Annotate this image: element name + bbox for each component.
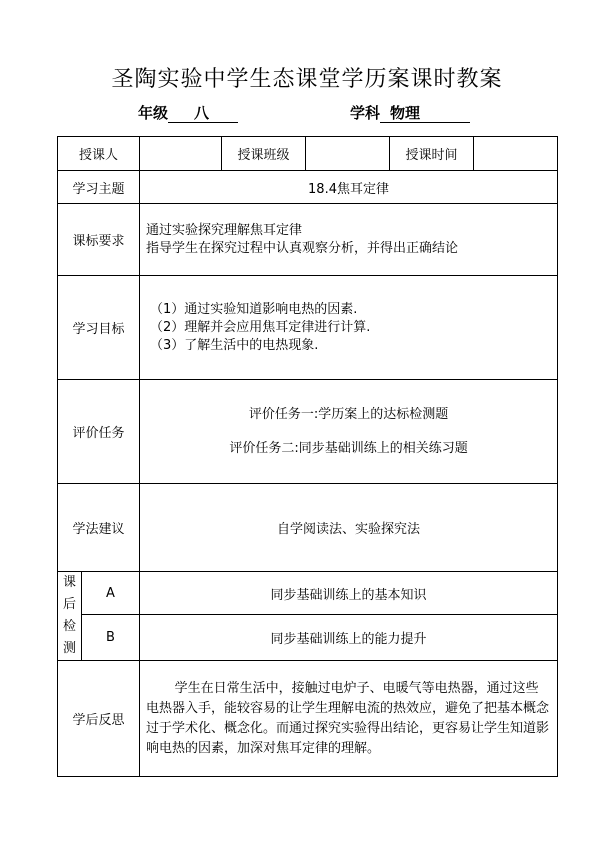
goals-label: 学习目标 [58, 276, 140, 380]
after-class-key-b: B [82, 615, 140, 661]
reflection-row [58, 661, 558, 777]
topic-row [58, 171, 558, 204]
reflection-text: 学生在日常生活中，接触过电炉子、电暖气等电热器，通过这些电热器入手，能较容易的让学生理解电流的热效应，避免了把基本概念过于学术化、概念化。而通过探究实验得出结论，更容易让学生知道影响电热的因素，加深对焦耳定律的理解。 [140, 661, 558, 777]
standards-row [58, 204, 558, 276]
goal-item: （1）通过实验知道影响电热的因素. [150, 301, 358, 317]
time-label: 授课时间 [390, 137, 474, 171]
evaluation-content [140, 380, 558, 484]
after-class-value-a: 同步基础训练上的基本知识 [140, 572, 558, 615]
teacher-label: 授课人 [58, 137, 140, 171]
after-class-row-b [58, 615, 558, 661]
teacher-value [140, 137, 222, 171]
evaluation-label: 评价任务 [58, 380, 140, 484]
standards-label: 课标要求 [58, 204, 140, 276]
after-class-label: 课 后 检 测 [58, 572, 82, 661]
grade-value: 八 [168, 104, 238, 123]
evaluation-row [58, 380, 558, 484]
goal-item: （2）理解并会应用焦耳定律进行计算. [150, 319, 371, 335]
goals-row [58, 276, 558, 380]
after-class-value-b: 同步基础训练上的能力提升 [140, 615, 558, 661]
topic-label: 学习主题 [58, 171, 140, 204]
reflection-label: 学后反思 [58, 661, 140, 777]
class-value [306, 137, 390, 171]
class-label: 授课班级 [222, 137, 306, 171]
subject-line [350, 102, 470, 123]
time-value [474, 137, 558, 171]
evaluation-task-2: 评价任务二:同步基础训练上的相关练习题 [229, 440, 468, 456]
methods-label: 学法建议 [58, 484, 140, 572]
goal-item: （3）了解生活中的电热现象. [150, 337, 319, 353]
teacher-row [58, 137, 558, 171]
after-class-key-a: A [82, 572, 140, 615]
lesson-plan-table [57, 136, 558, 777]
methods-row [58, 484, 558, 572]
subject-value: 物理 [380, 104, 470, 123]
goals-content [140, 276, 558, 380]
methods-value: 自学阅读法、实验探究法 [140, 484, 558, 572]
page-title: 圣陶实验中学生态课堂学历案课时教案 [111, 67, 503, 92]
grade-label: 年级 [138, 104, 169, 122]
standards-content [140, 204, 558, 276]
subject-label: 学科 [350, 104, 381, 122]
standards-line: 通过实验探究理解焦耳定律 [146, 222, 303, 238]
after-class-row-a [58, 572, 558, 615]
grade-line [138, 102, 238, 123]
topic-value: 18.4焦耳定律 [140, 171, 558, 204]
standards-line: 指导学生在探究过程中认真观察分析，并得出正确结论 [146, 240, 459, 256]
evaluation-task-1: 评价任务一:学历案上的达标检测题 [248, 406, 449, 422]
